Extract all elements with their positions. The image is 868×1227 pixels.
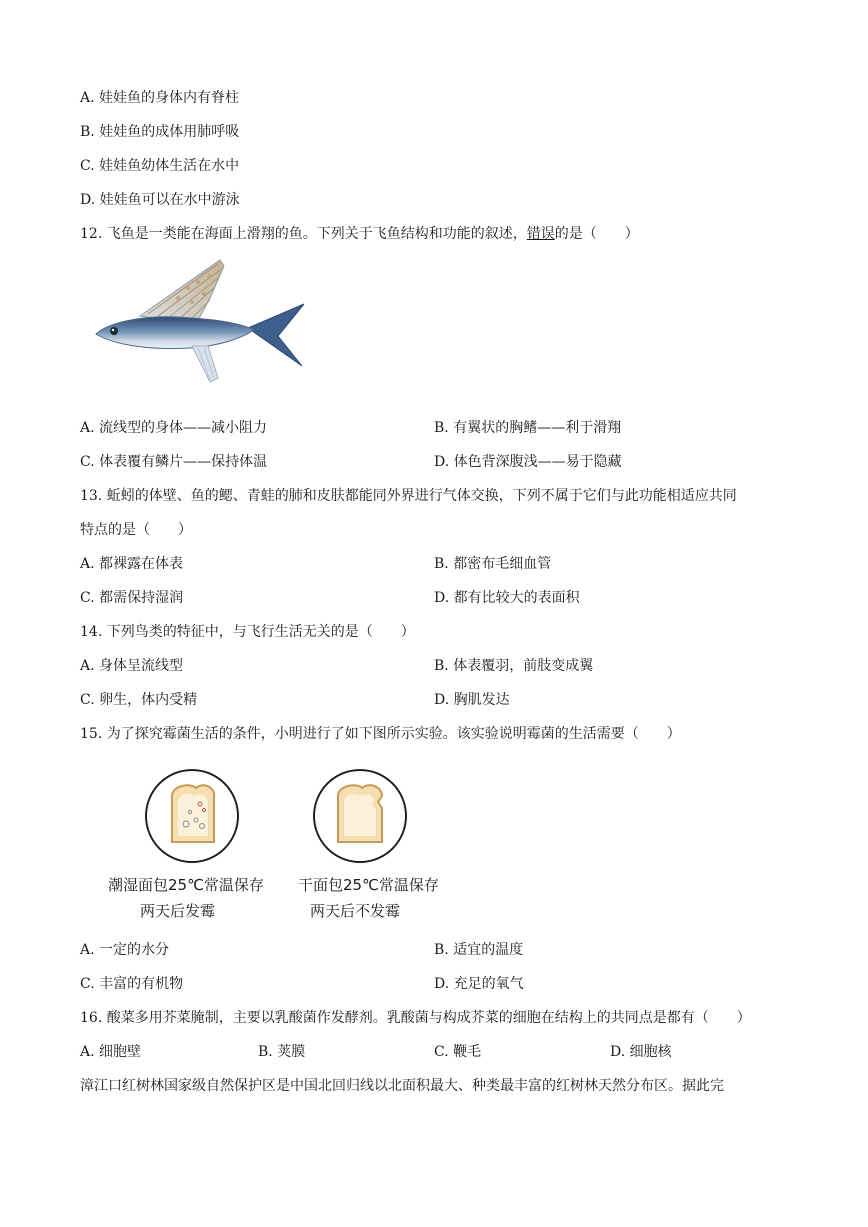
q16-option-b: B. 荚膜 (258, 1044, 306, 1060)
flying-fish-image (92, 258, 308, 386)
q11-option-a: A. 娃娃鱼的身体内有脊柱 (80, 90, 240, 106)
q12-stem-post: 的是（ ） (554, 226, 639, 242)
q12-stem (80, 224, 639, 244)
right-figure-caption-line1: 干面包25℃常温保存 (298, 876, 439, 894)
q11-option-b: B. 娃娃鱼的成体用肺呼吸 (80, 124, 240, 140)
q15-stem: 15. 为了探究霉菌生活的条件，小明进行了如下图所示实验。该实验说明霉菌的生活需要（ ） (80, 726, 681, 742)
q13-option-d: D. 都有比较大的表面积 (434, 590, 580, 606)
q13-option-a: A. 都裸露在体表 (80, 556, 184, 572)
q16-option-a: A. 细胞壁 (80, 1044, 142, 1060)
q13-option-b: B. 都密布毛细血管 (434, 556, 552, 572)
q14-option-c: C. 卵生，体内受精 (80, 692, 198, 708)
q12-stem-pre: 12. 飞鱼是一类能在海面上滑翔的鱼。下列关于飞鱼结构和功能的叙述， (80, 226, 527, 242)
q11-option-c: C. 娃娃鱼幼体生活在水中 (80, 158, 240, 174)
q12-stem-emphasis: 错误 (526, 226, 555, 242)
q12-option-b: B. 有翼状的胸鳍——利于滑翔 (434, 420, 622, 436)
q13-stem-line2: 特点的是（ ） (80, 522, 192, 538)
dry-bread-dish-image (312, 768, 408, 864)
q12-option-a: A. 流线型的身体——减小阻力 (80, 420, 268, 436)
right-figure-caption-line2: 两天后不发霉 (310, 902, 401, 920)
q16-option-d: D. 细胞核 (610, 1044, 672, 1060)
q11-option-d: D. 娃娃鱼可以在水中游泳 (80, 192, 240, 208)
q13-stem-line1: 13. 蚯蚓的体壁、鱼的鳃、青蛙的肺和皮肤都能同外界进行气体交换，下列不属于它们与此功能相适应共同 (80, 488, 737, 504)
q14-option-a: A. 身体呈流线型 (80, 658, 184, 674)
q15-option-c: C. 丰富的有机物 (80, 976, 184, 992)
q15-option-d: D. 充足的氧气 (434, 976, 524, 992)
q14-stem: 14. 下列鸟类的特征中，与飞行生活无关的是（ ） (80, 624, 415, 640)
q14-option-d: D. 胸肌发达 (434, 692, 510, 708)
moldy-bread-dish-image (144, 768, 240, 864)
q15-option-b: B. 适宜的温度 (434, 942, 524, 958)
left-figure-caption-line2: 两天后发霉 (140, 902, 216, 920)
q12-option-d: D. 体色背深腹浅——易于隐藏 (434, 454, 622, 470)
left-figure-caption-line1: 潮湿面包25℃常温保存 (108, 876, 264, 894)
passage-text: 漳江口红树林国家级自然保护区是中国北回归线以北面积最大、种类最丰富的红树林天然分布区。据此完 (80, 1078, 724, 1094)
q12-option-c: C. 体表覆有鳞片——保持体温 (80, 454, 268, 470)
q15-option-a: A. 一定的水分 (80, 942, 170, 958)
q13-option-c: C. 都需保持湿润 (80, 590, 184, 606)
q16-option-c: C. 鞭毛 (434, 1044, 482, 1060)
q16-stem: 16. 酸菜多用芥菜腌制，主要以乳酸菌作发酵剂。乳酸菌与构成芥菜的细胞在结构上的共同点是都有（ ） (80, 1010, 751, 1026)
q14-option-b: B. 体表覆羽，前肢变成翼 (434, 658, 594, 674)
